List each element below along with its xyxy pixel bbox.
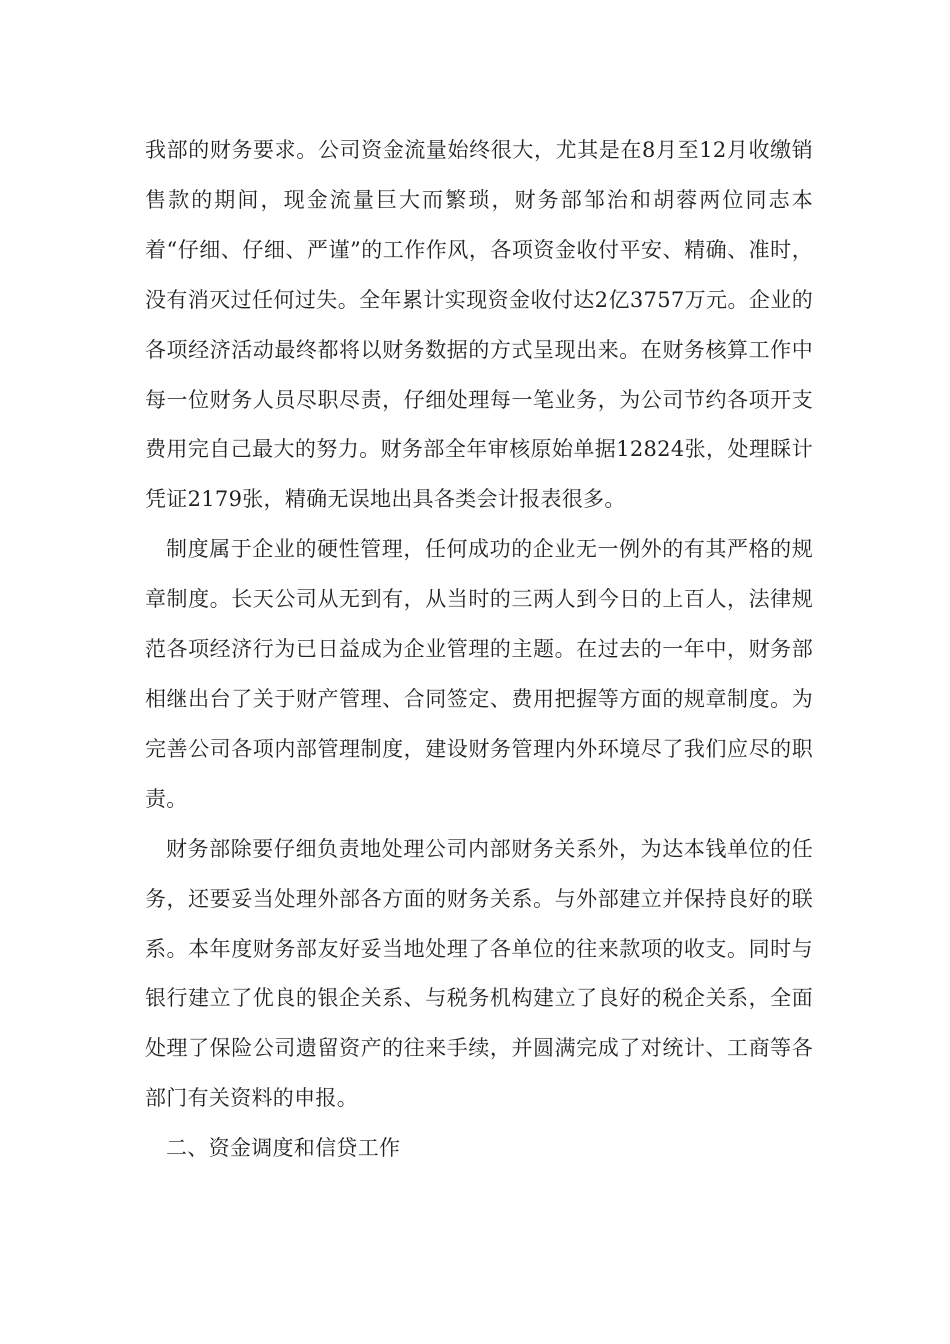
paragraph-financial-work: 我部的财务要求。公司资金流量始终很大，尤其是在8月至12月收缴销售款的期间，现金流量巨大而繁琐，财务部邹治和胡蓉两位同志本着“仔细、仔细、严谨”的工作作风，各项资金收付平安、精确、准时，没有消灭过任何过失。全年累计实现资金收付达2亿3757万元。企业的各项经济活动最终都将以财务数据的方式呈现出来。在财务核算工作中每一位财务人员尽职尽责，仔细处理每一笔业务，为公司节约各项开支费用完自己最大的努力。财务部全年审核原始单据12824张，处理睬计凭证2179张，精确无误地出具各类会计报表很多。 bbox=[145, 138, 813, 512]
paragraph-external-relations: 财务部除要仔细负责地处理公司内部财务关系外，为达本钱单位的任务，还要妥当处理外部各方面的财务关系。与外部建立并保持良好的联系。本年度财务部友好妥当地处理了各单位的往来款项的收支。同时与银行建立了优良的银企关系、与税务机构建立了良好的税企关系，全面处理了保险公司遗留资产的往来手续，并圆满完成了对统计、工商等各部门有关资料的申报。 bbox=[145, 836, 813, 1111]
section-heading: 二、资金调度和信贷工作 bbox=[166, 1136, 401, 1161]
paragraph-regulations: 制度属于企业的硬性管理，任何成功的企业无一例外的有其严格的规章制度。长天公司从无到有，从当时的三两人到今日的上百人，法律规范各项经济行为已日益成为企业管理的主题。在过去的一年中，财务部相继出台了关于财产管理、合同签定、费用把握等方面的规章制度。为完善公司各项内部管理制度，建设财务管理内外环境尽了我们应尽的职责。 bbox=[145, 537, 813, 811]
document-body bbox=[145, 126, 813, 1174]
